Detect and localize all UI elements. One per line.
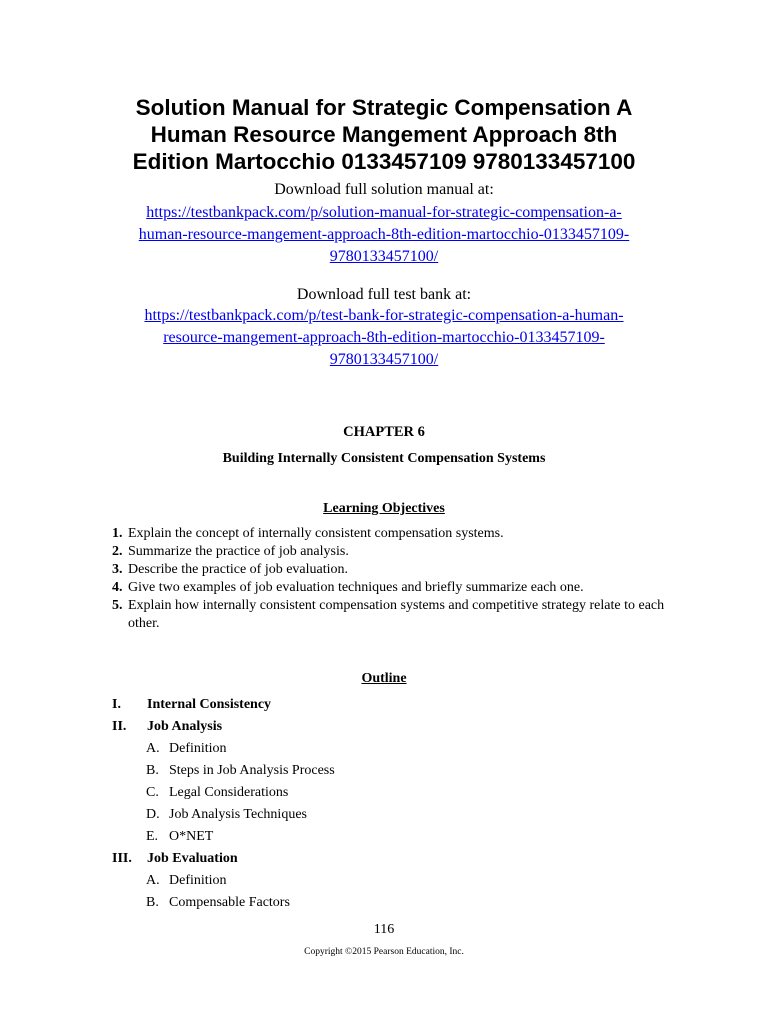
outline-section-title: Job Analysis <box>147 719 223 734</box>
test-bank-link[interactable] <box>100 305 668 371</box>
outline-subitem-text: Definition <box>169 741 227 756</box>
testbank-download-label: Download full test bank at: <box>296 286 472 303</box>
outline-list <box>112 694 672 914</box>
outline-letter: B. <box>146 763 159 778</box>
objective-text: Summarize the practice of job analysis. <box>128 544 349 559</box>
solution-link-line-3[interactable]: 9780133457100/ <box>329 248 439 265</box>
outline-subitem-text: O*NET <box>169 829 214 844</box>
testbank-link-line-3[interactable]: 9780133457100/ <box>329 351 439 368</box>
outline-section <box>112 848 672 870</box>
outline-letter: C. <box>146 785 159 800</box>
objective-number: 3. <box>112 562 123 577</box>
title-line-3: Edition Martocchio 0133457109 9780133457100 <box>132 149 636 174</box>
outline-section-title: Internal Consistency <box>147 697 272 712</box>
outline-subitem <box>112 870 672 892</box>
outline-subitem-text: Compensable Factors <box>169 895 290 910</box>
outline-numeral: III. <box>112 851 132 866</box>
page-number: 116 <box>373 922 395 937</box>
objective-text: Give two examples of job evaluation techniques and briefly summarize each one. <box>128 580 584 595</box>
testbank-link-line-1[interactable]: https://testbankpack.com/p/test-bank-for-strategic-compensation-a-human- <box>144 307 624 324</box>
title-line-1: Solution Manual for Strategic Compensation A <box>135 95 633 120</box>
objective-item <box>112 543 672 561</box>
objective-text: Explain how internally consistent compensation systems and competitive strategy relate to each other. <box>128 598 665 631</box>
outline-numeral: II. <box>112 719 127 734</box>
learning-objectives-list <box>112 525 672 633</box>
solution-link-line-1[interactable]: https://testbankpack.com/p/solution-manual-for-strategic-compensation-a- <box>146 204 622 221</box>
outline-subitem <box>112 760 672 782</box>
outline-letter: A. <box>146 741 160 756</box>
outline-subitem <box>112 738 672 760</box>
objective-item <box>112 597 672 633</box>
outline-subitem-text: Steps in Job Analysis Process <box>169 763 335 778</box>
solution-download-label: Download full solution manual at: <box>274 181 494 198</box>
chapter-label: CHAPTER 6 <box>343 424 425 440</box>
outline-section <box>112 694 672 716</box>
outline-subitem <box>112 892 672 914</box>
objective-item <box>112 525 672 543</box>
outline-subitem <box>112 782 672 804</box>
outline-subitem-text: Legal Considerations <box>169 785 289 800</box>
solution-manual-link[interactable] <box>100 202 668 268</box>
objective-text: Describe the practice of job evaluation. <box>128 562 349 577</box>
outline-letter: E. <box>146 829 159 844</box>
outline-numeral: I. <box>112 697 121 712</box>
chapter-subtitle: Building Internally Consistent Compensation Systems <box>222 451 546 466</box>
objective-number: 1. <box>112 526 123 541</box>
outline-heading: Outline <box>361 671 407 686</box>
outline-letter: D. <box>146 807 160 822</box>
solution-link-line-2[interactable]: human-resource-mangement-approach-8th-edition-martocchio-0133457109- <box>138 226 630 243</box>
outline-subitem-text: Job Analysis Techniques <box>169 807 307 822</box>
learning-objectives-heading: Learning Objectives <box>323 501 445 516</box>
outline-letter: B. <box>146 895 159 910</box>
objective-number: 5. <box>112 598 123 613</box>
document-title <box>60 94 708 175</box>
objective-number: 2. <box>112 544 123 559</box>
outline-subitem <box>112 826 672 848</box>
objective-number: 4. <box>112 580 123 595</box>
objective-item <box>112 561 672 579</box>
outline-letter: A. <box>146 873 160 888</box>
objective-item <box>112 579 672 597</box>
outline-section <box>112 716 672 738</box>
outline-section-title: Job Evaluation <box>147 851 238 866</box>
title-line-2: Human Resource Mangement Approach 8th <box>150 122 618 147</box>
objective-text: Explain the concept of internally consistent compensation systems. <box>128 526 504 541</box>
outline-subitem-text: Definition <box>169 873 227 888</box>
testbank-link-line-2[interactable]: resource-mangement-approach-8th-edition-martocchio-0133457109- <box>163 329 605 346</box>
outline-subitem <box>112 804 672 826</box>
copyright-notice: Copyright ©2015 Pearson Education, Inc. <box>304 947 464 957</box>
